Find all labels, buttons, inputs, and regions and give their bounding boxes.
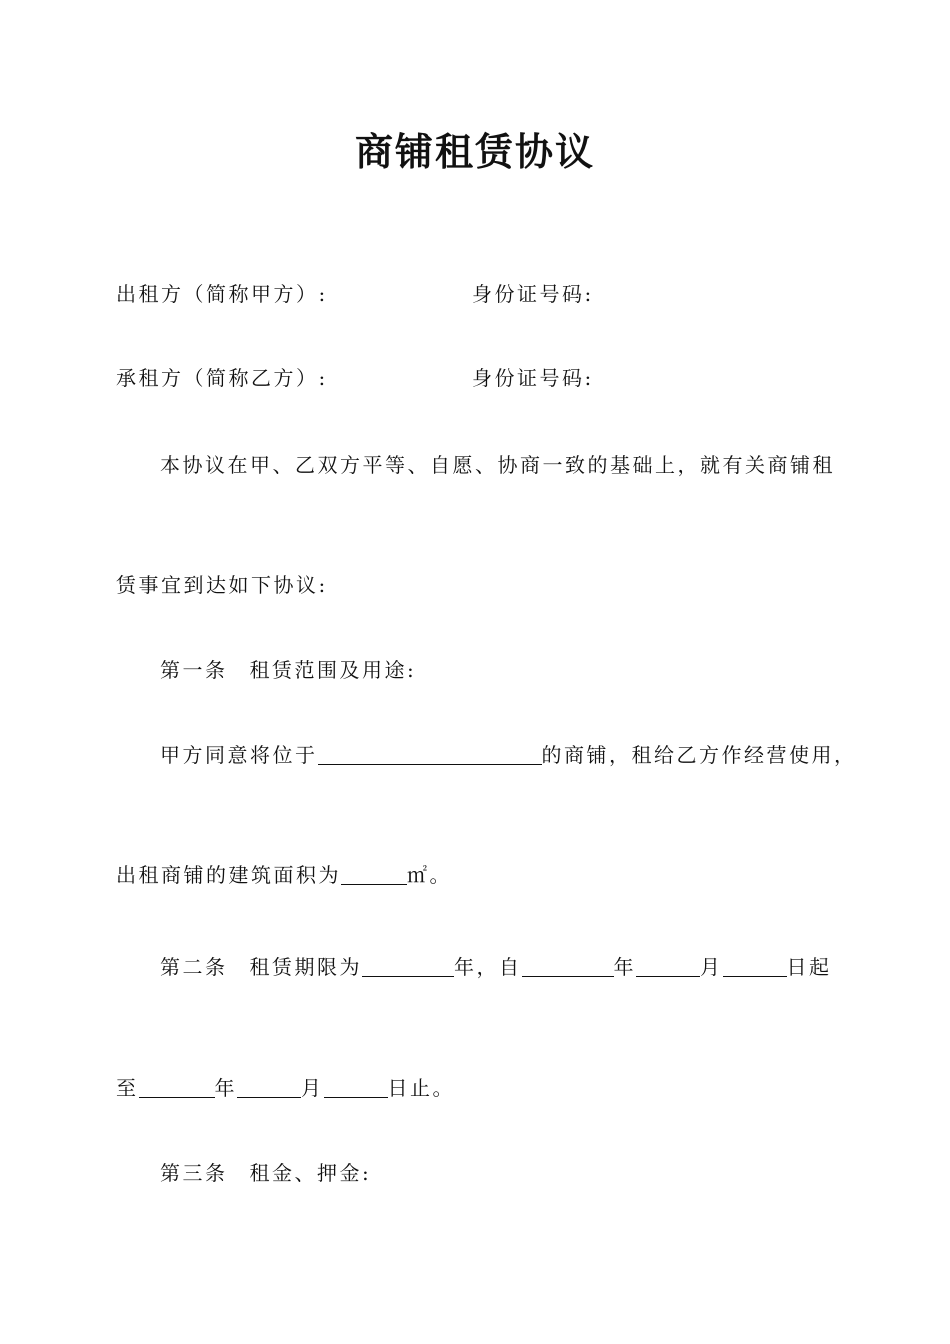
- text-segment: 甲方同意将位于: [160, 743, 318, 767]
- text-segment: 日止。: [387, 1076, 455, 1100]
- location-blank[interactable]: [318, 742, 542, 765]
- text-segment: 日起: [786, 955, 832, 979]
- start-year-blank[interactable]: [522, 954, 614, 977]
- area-blank[interactable]: [341, 862, 407, 885]
- article-3-number: 第三条: [160, 1161, 228, 1185]
- text-segment: 的商铺，租给乙方作经营使用，: [541, 743, 857, 767]
- lessee-id-label: 身份证号码:: [472, 366, 594, 390]
- lessor-label: 出租方（简称甲方）:: [116, 282, 328, 306]
- article-2-paragraph-1: [160, 952, 832, 982]
- text-segment: 月: [700, 955, 723, 979]
- text-segment: 至: [116, 1076, 139, 1100]
- document-title: 商铺租赁协议: [354, 130, 595, 174]
- text-segment: 月: [301, 1076, 324, 1100]
- text-segment: 年，自: [454, 955, 522, 979]
- intro-line-1: 本协议在甲、乙双方平等、自愿、协商一致的基础上，就有关商铺租: [160, 453, 835, 477]
- lessor-id-line: [472, 279, 594, 309]
- end-month-blank[interactable]: [237, 1075, 301, 1098]
- lessee-line: [116, 363, 328, 393]
- article-1-title: 租赁范围及用途:: [249, 658, 417, 682]
- text-segment: 租赁期限为: [249, 955, 362, 979]
- article-3-title: 租金、押金:: [249, 1161, 372, 1185]
- article-2-number: 第二条: [160, 955, 228, 979]
- text-segment: 出租商铺的建筑面积为: [116, 863, 341, 887]
- article-1-heading: [160, 655, 416, 685]
- text-segment: ㎡。: [407, 863, 452, 887]
- start-day-blank[interactable]: [723, 954, 787, 977]
- article-1-paragraph-2: [116, 860, 452, 890]
- article-1-paragraph-1: [160, 740, 857, 770]
- end-year-blank[interactable]: [139, 1075, 215, 1098]
- term-years-blank[interactable]: [362, 954, 454, 977]
- article-2-paragraph-2: [116, 1073, 455, 1103]
- lessee-label: 承租方（简称乙方）:: [116, 366, 328, 390]
- text-segment: 年: [214, 1076, 237, 1100]
- lessor-id-label: 身份证号码:: [472, 282, 594, 306]
- text-segment: 年: [613, 955, 636, 979]
- end-day-blank[interactable]: [324, 1075, 388, 1098]
- lessee-id-line: [472, 363, 594, 393]
- intro-line-2: 赁事宜到达如下协议:: [116, 573, 328, 597]
- start-month-blank[interactable]: [636, 954, 700, 977]
- article-3-heading: [160, 1158, 371, 1188]
- lessor-line: [116, 279, 328, 309]
- article-1-number: 第一条: [160, 658, 228, 682]
